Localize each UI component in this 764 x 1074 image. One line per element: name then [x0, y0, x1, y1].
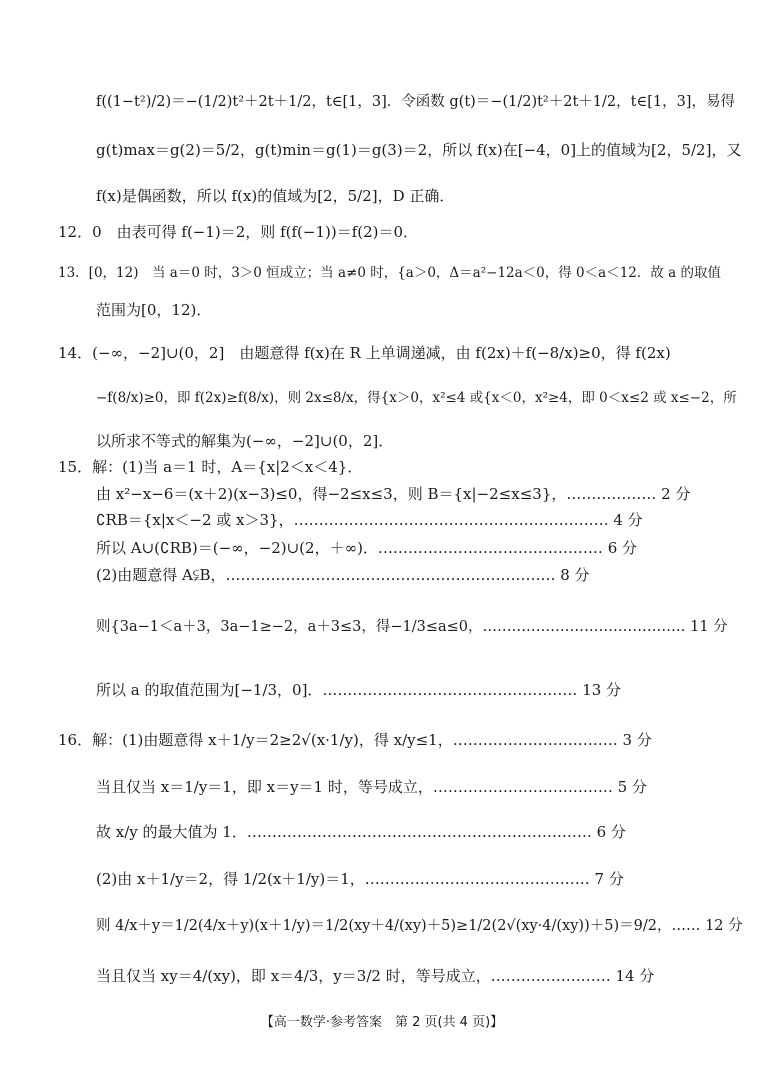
- answer-16-step-3: (2)由 x＋1/y＝2，得 1/2(x＋1/y)＝1，……………………………………… 7 分: [96, 870, 624, 888]
- answer-13: 13．[0，12) 当 a＝0 时，3＞0 恒成立；当 a≠0 时，{a＞0，Δ＝a²−12a＜0，得 0＜a＜12．故 a 的取值: [58, 265, 722, 281]
- answer-16-step-2: 故 x/y 的最大值为 1．…………………………………………………………… 6 分: [96, 823, 626, 841]
- answer-14: 14．(−∞，−2]∪(0，2] 由题意得 f(x)在 R 上单调递减，由 f(2x)＋f(−8/x)≥0，得 f(2x): [58, 344, 671, 362]
- answer-14-cont-2: 以所求不等式的解集为(−∞，−2]∪(0，2]．: [96, 432, 394, 450]
- answer-15-step-6: 所以 a 的取值范围为[−1/3，0]．…………………………………………… 13 分: [96, 681, 622, 699]
- answer-12: 12．0 由表可得 f(−1)＝2，则 f(f(−1))＝f(2)＝0．: [58, 223, 419, 241]
- text-line-1: f((1−t²)/2)＝−(1/2)t²＋2t＋1/2，t∈[1，3]．令函数 g(t)＝−(1/2)t²＋2t＋1/2，t∈[1，3]，易得: [96, 94, 735, 110]
- text-line-3: f(x)是偶函数，所以 f(x)的值域为[2，5/2]，D 正确．: [96, 187, 455, 205]
- answer-15-step-2: ∁RB＝{x|x＜−2 或 x＞3}，……………………………………………………… 4 分: [96, 511, 643, 529]
- page-footer: 【高一数学·参考答案 第 2 页(共 4 页)】: [260, 1015, 504, 1030]
- answer-15-step-3: 所以 A∪(∁RB)＝(−∞，−2)∪(2，＋∞)．……………………………………… 6 分: [96, 539, 638, 557]
- answer-13-cont: 范围为[0，12)．: [96, 301, 212, 319]
- answer-16-title: 16．解：(1)由题意得 x＋1/y＝2≥2√(x·1/y)，得 x/y≤1，…………………………… 3 分: [58, 731, 652, 749]
- answer-15-step-4: (2)由题意得 A⫋B，………………………………………………………… 8 分: [96, 566, 590, 584]
- answer-15-step-1: 由 x²−x−6＝(x＋2)(x−3)≤0，得−2≤x≤3，则 B＝{x|−2≤x≤3}，……………… 2 分: [96, 485, 691, 503]
- answer-16-step-1: 当且仅当 x＝1/y＝1，即 x＝y＝1 时，等号成立，……………………………… 5 分: [96, 778, 647, 796]
- answer-16-step-4: 则 4/x＋y＝1/2(4/x＋y)(x＋1/y)＝1/2(xy＋4/(xy)＋5)≥1/2(2√(xy·4/(xy))＋5)＝9/2，…… 12 分: [96, 918, 743, 934]
- text-line-2: g(t)max＝g(2)＝5/2，g(t)min＝g(1)＝g(3)＝2，所以 f(x)在[−4，0]上的值域为[2，5/2]，又: [96, 141, 742, 159]
- answer-16-step-5: 当且仅当 xy＝4/(xy)，即 x＝4/3，y＝3/2 时，等号成立，…………………… 14 分: [96, 967, 655, 985]
- answer-14-cont-1: −f(8/x)≥0，即 f(2x)≥f(8/x)，则 2x≤8/x，得{x＞0，x²≤4 或{x＜0，x²≥4，即 0＜x≤2 或 x≤−2，所: [96, 390, 737, 406]
- answer-15-title: 15．解：(1)当 a＝1 时，A＝{x|2＜x＜4}．: [58, 458, 363, 476]
- answer-15-step-5: 则{3a−1＜a＋3，3a−1≥−2，a＋3≤3，得−1/3≤a≤0，…………………………………… 11 分: [96, 619, 728, 635]
